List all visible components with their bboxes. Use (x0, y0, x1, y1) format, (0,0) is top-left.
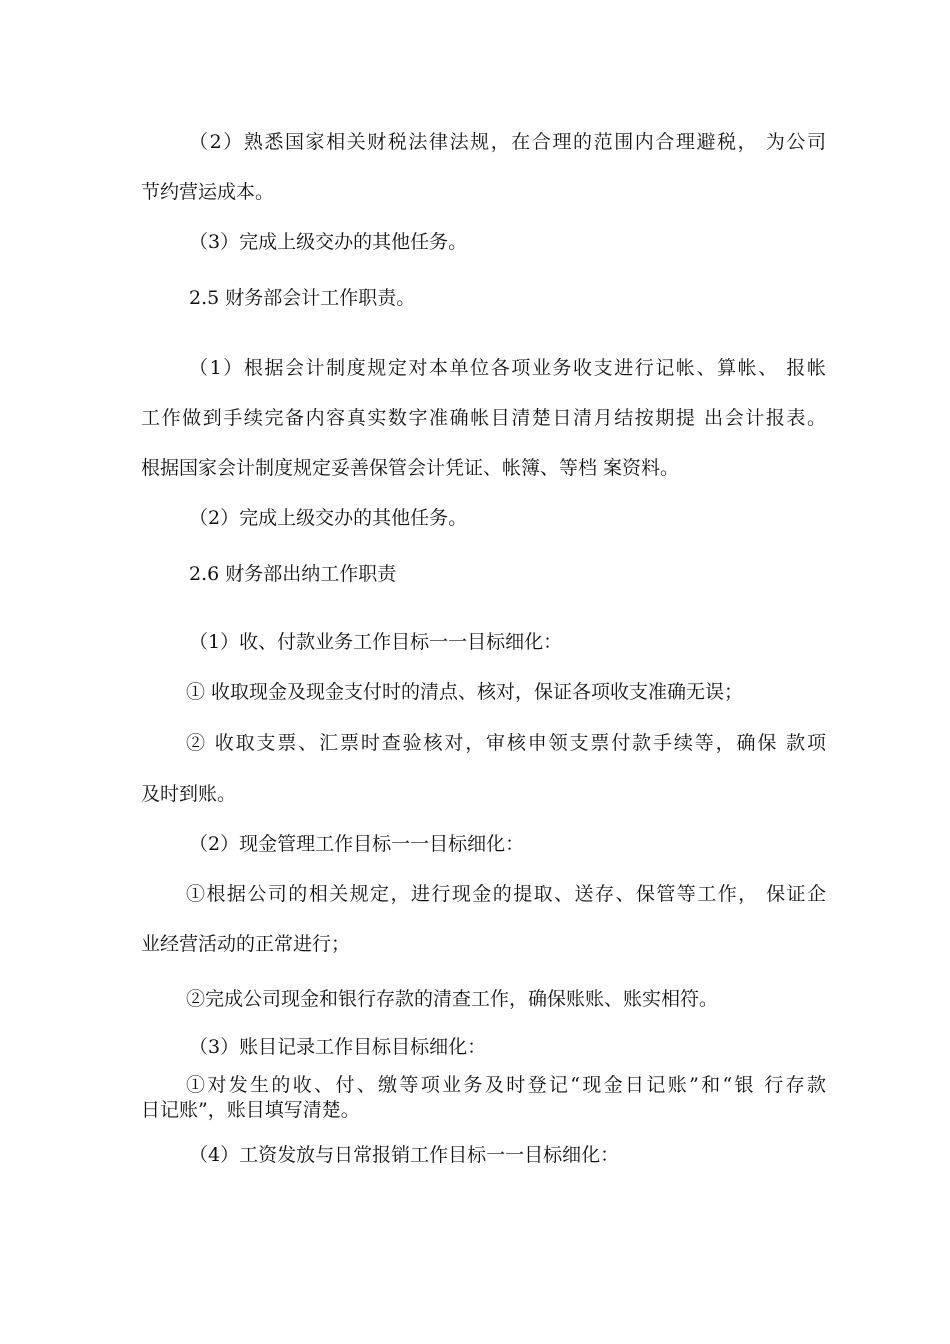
paragraph-line: 根据国家会计制度规定妥善保管会计凭证、帐簿、等档 案资料。 (141, 457, 680, 479)
paragraph-line: 业经营活动的正常进行； (141, 933, 351, 955)
paragraph-line: （1）收、付款业务工作目标一一目标细化： (189, 631, 563, 653)
paragraph-line: ② 收取支票、汇票时查验核对，审核申领支票付款手续等，确保 款项 (186, 732, 826, 754)
paragraph-line: （2）熟悉国家相关财税法律法规，在合理的范围内合理避税， 为公司 (189, 131, 826, 153)
paragraph-line: ① 收取现金及现金支付时的清点、核对，保证各项收支准确无误； (186, 681, 744, 703)
paragraph-line: 节约营运成本。 (141, 181, 275, 203)
section-heading: 2.5 财务部会计工作职责。 (189, 287, 416, 309)
section-heading: 2.6 财务部出纳工作职责 (189, 563, 397, 585)
paragraph-line: （2）完成上级交办的其他任务。 (189, 507, 468, 529)
paragraph-line: 日记账”，账目填写清楚。 (141, 1099, 360, 1121)
paragraph-line: （3）完成上级交办的其他任务。 (189, 231, 468, 253)
paragraph-line: 工作做到手续完备内容真实数字准确帐目清楚日清月结按期提 出会计报表。 (141, 407, 826, 429)
paragraph-line: （4）工资发放与日常报销工作目标一一目标细化： (189, 1144, 620, 1166)
paragraph-line: 及时到账。 (141, 783, 237, 805)
paragraph-line: ①对发生的收、付、缴等项业务及时登记“现金日记账”和“银 行存款 (186, 1074, 826, 1096)
paragraph-line: ①根据公司的相关规定，进行现金的提取、送存、保管等工作， 保证企 (186, 883, 826, 905)
paragraph-line: （3）账目记录工作目标目标细化： (189, 1036, 487, 1058)
paragraph-line: ②完成公司现金和银行存款的清查工作，确保账账、账实相符。 (186, 988, 719, 1010)
paragraph-line: （2）现金管理工作目标一一目标细化： (189, 833, 525, 855)
paragraph-line: （1）根据会计制度规定对本单位各项业务收支进行记帐、算帐、 报帐 (189, 357, 826, 379)
